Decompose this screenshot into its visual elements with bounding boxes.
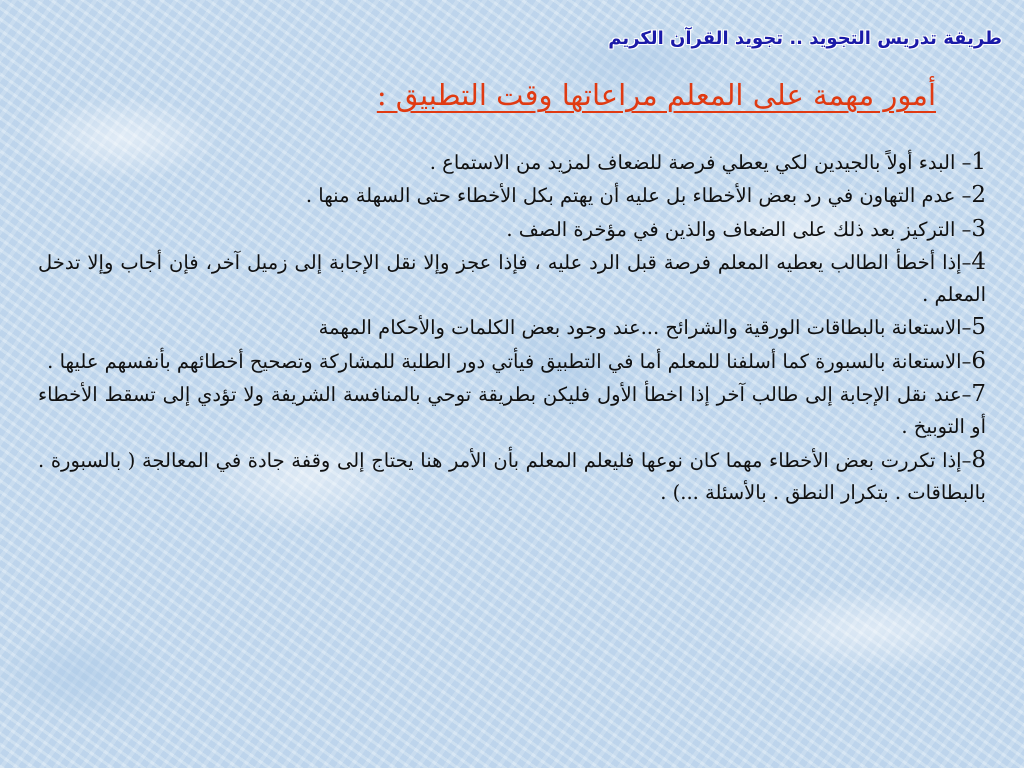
- slide-heading: أمور مهمة على المعلم مراعاتها وقت التطبيق :: [376, 78, 936, 112]
- item-number: 4: [971, 248, 986, 275]
- item-number: 8: [971, 446, 986, 473]
- points-list: [38, 146, 986, 509]
- list-item: [38, 246, 986, 312]
- item-number: 5: [971, 314, 986, 341]
- item-number: 7: [971, 381, 986, 408]
- item-number: 3: [971, 215, 986, 242]
- item-text: –إذا تكررت بعض الأخطاء مهما كان نوعها فليعلم المعلم بأن الأمر هنا يحتاج إلى وقفة جادة في المعالجة ( بالسبورة . بالبطاقات . بتكرار النطق . بالأسئلة ...) .: [38, 448, 986, 504]
- item-text: – عدم التهاون في رد بعض الأخطاء بل عليه أن يهتم بكل الأخطاء حتى السهلة منها .: [305, 184, 972, 208]
- item-number: 2: [971, 182, 986, 209]
- item-number: 6: [971, 347, 986, 374]
- item-text: –الاستعانة بالسبورة كما أسلفنا للمعلم أما في التطبيق فيأتي دور الطلبة للمشاركة وتصحيح أخطائهم بأنفسهم عليها .: [47, 349, 972, 373]
- list-item: [38, 378, 986, 444]
- item-text: – التركيز بعد ذلك على الضعاف والذين في مؤخرة الصف .: [506, 217, 972, 241]
- list-item: [38, 179, 986, 212]
- presentation-title: طريقة تدريس التجويد .. تجويد القرآن الكريم: [608, 28, 1002, 49]
- list-item: [38, 146, 986, 179]
- item-number: 1: [971, 149, 986, 175]
- item-text: – البدء أولاً بالجيدين لكي يعطي فرصة للضعاف لمزيد من الاستماع .: [429, 151, 972, 174]
- item-text: –الاستعانة بالبطاقات الورقية والشرائح ...عند وجود بعض الكلمات والأحكام المهمة: [318, 316, 972, 340]
- list-item: [38, 345, 986, 378]
- item-text: –إذا أخطأ الطالب يعطيه المعلم فرصة قبل الرد عليه ، فإذا عجز وإلا نقل الإجابة إلى زميل آخر، فإن أجاب وإلا تدخل المعلم .: [38, 250, 986, 307]
- list-item: [38, 444, 986, 510]
- list-item: [38, 213, 986, 246]
- list-item: [38, 311, 986, 344]
- item-text: –عند نقل الإجابة إلى طالب آخر إذا اخطأ الأول فليكن بطريقة توحي بالمنافسة الشريفة ولا تؤدي إلى تسقط الأخطاء أو التوبيخ .: [38, 383, 986, 439]
